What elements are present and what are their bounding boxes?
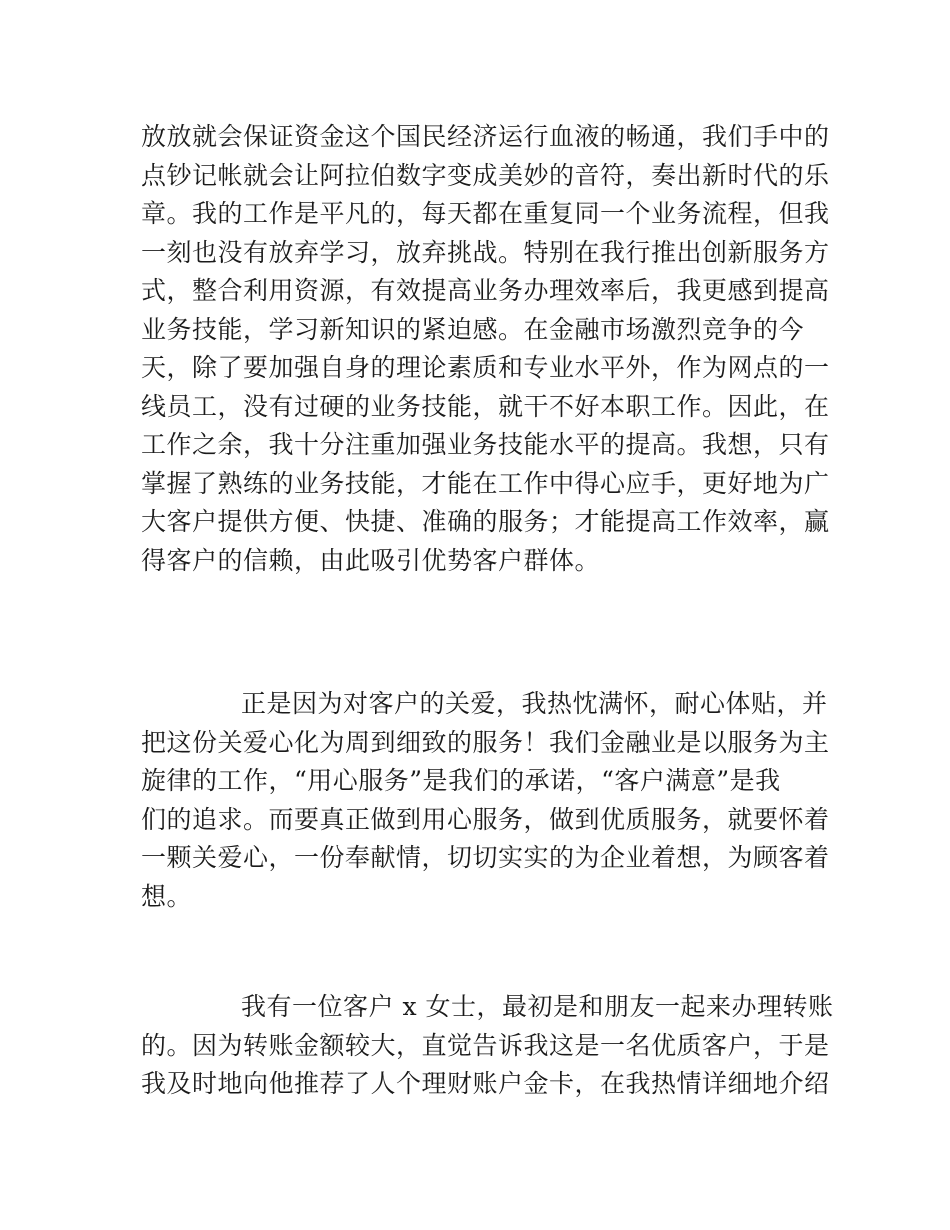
paragraph-3 [141, 988, 834, 1104]
paragraph-line: 线员工，没有过硬的业务技能，就干不好本职工作。因此，在 [141, 391, 830, 421]
paragraph-line: 式，整合利用资源，有效提高业务办理效率后，我更感到提高 [141, 276, 830, 305]
paragraph-line: 的。因为转账金额较大，直觉告诉我这是一名优质客户，于是 [141, 1030, 830, 1060]
paragraph-line: 大客户提供方便、快捷、准确的服务；才能提高工作效率，赢 [141, 507, 830, 536]
paragraph-line: 我及时地向他推荐了人个理财账户金卡，在我热情详细地介绍 [141, 1069, 830, 1098]
paragraph-line: 放放就会保证资金这个国民经济运行血液的畅通，我们手中的 [141, 122, 830, 151]
paragraph-line: 把这份关爱心化为周到细致的服务！我们金融业是以服务为主 [141, 727, 830, 757]
paragraph-line: 工作之余，我十分注重加强业务技能水平的提高。我想，只有 [141, 430, 830, 459]
paragraph-line: 掌握了熟练的业务技能，才能在工作中得心应手，更好地为广 [141, 468, 830, 498]
paragraph-line: 章。我的工作是平凡的，每天都在重复同一个业务流程，但我 [141, 199, 830, 228]
paragraph-line: 一颗关爱心，一份奉献情，切切实实的为企业着想，为顾客着 [141, 843, 830, 872]
paragraph-line: 旋律的工作，“用心服务”是我们的承诺，“客户满意”是我 [141, 766, 781, 795]
paragraph-line: 得客户的信赖，由此吸引优势客户群体。 [141, 545, 601, 575]
paragraph-line: 业务技能，学习新知识的紧迫感。在金融市场激烈竞争的今 [141, 314, 805, 344]
paragraph-line: 天，除了要加强自身的理论素质和专业水平外，作为网点的一 [141, 353, 830, 382]
paragraph-line: 一刻也没有放弃学习，放弃挑战。特别在我行推出创新服务方 [141, 237, 830, 267]
paragraph-line: 们的追求。而要真正做到用心服务，做到优质服务，就要怀着 [141, 804, 830, 834]
paragraph-line: 点钞记帐就会让阿拉伯数字变成美妙的音符，奏出新时代的乐 [141, 160, 830, 190]
paragraph-2 [141, 685, 830, 916]
paragraph-1 [141, 118, 830, 580]
paragraph-line: 想。 [141, 881, 193, 911]
paragraph-first-line: 正是因为对客户的关爱，我热忱满怀，耐心体贴，并 [241, 689, 828, 718]
paragraph-first-line: 我有一位客户 x 女士，最初是和朋友一起来办理转账 [241, 992, 834, 1021]
